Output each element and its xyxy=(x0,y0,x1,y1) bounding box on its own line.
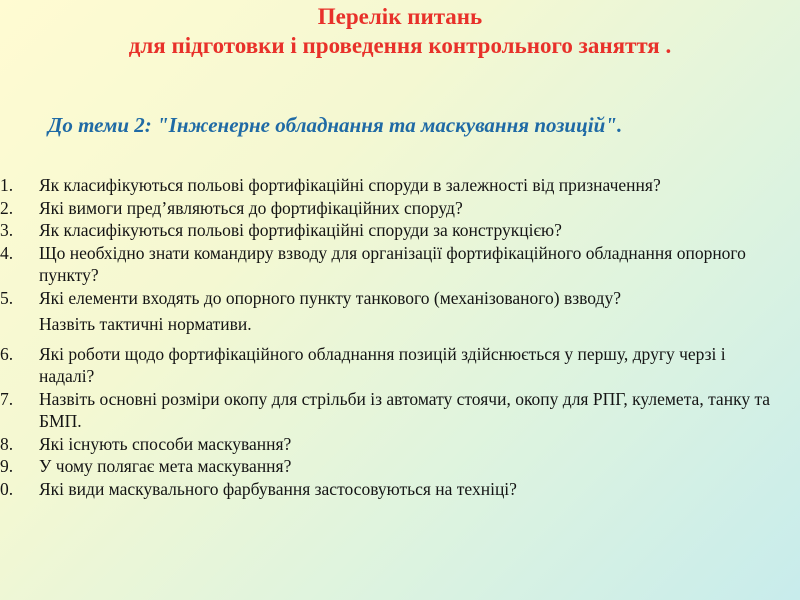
question-text: Що необхідно знати командиру взводу для організації фортифікаційного обладнання опорного пункту? xyxy=(39,242,746,285)
question-number: 8. xyxy=(0,433,14,454)
title-line-1: Перелік питань xyxy=(317,4,483,29)
question-item xyxy=(0,174,800,197)
question-item xyxy=(0,433,800,456)
question-item xyxy=(0,343,800,388)
question-list xyxy=(0,174,800,500)
question-number: 9. xyxy=(0,456,14,476)
page-title xyxy=(0,2,800,60)
question-number: 6. xyxy=(0,343,14,364)
question-number: 2. xyxy=(0,197,14,218)
question-number: 5. xyxy=(0,287,14,308)
question-item xyxy=(0,219,800,242)
question-item xyxy=(0,287,800,336)
title-line-2: для підготовки і проведення контрольного заняття . xyxy=(128,33,672,58)
question-item xyxy=(0,478,800,501)
question-item xyxy=(0,197,800,220)
question-text: Які роботи щодо фортифікаційного обладнання позицій здійснюється у першу, другу черзі і надалі? xyxy=(39,343,726,386)
question-text: Які вимоги пред’являються до фортифікаційних споруд? xyxy=(39,197,463,218)
question-item xyxy=(0,242,800,287)
question-text: Які існують способи маскування? xyxy=(39,433,292,454)
question-number: 0. xyxy=(0,478,14,499)
topic-subtitle: До теми 2: "Інженерне обладнання та маскування позицій". xyxy=(48,113,623,137)
question-number: 1. xyxy=(0,175,14,195)
question-item xyxy=(0,388,800,433)
question-item xyxy=(0,455,800,478)
question-text: Які елементи входять до опорного пункту танкового (механізованого) взводу? xyxy=(39,287,621,308)
question-number: 3. xyxy=(0,220,14,240)
question-text: Як класифікуються польові фортифікаційні споруди за конструкцією? xyxy=(39,220,562,240)
question-text: У чому полягає мета маскування? xyxy=(39,456,292,476)
question-number: 7. xyxy=(0,388,14,409)
question-number: 4. xyxy=(0,242,14,263)
question-text-continuation: Назвіть тактичні нормативи. xyxy=(39,314,252,334)
question-text: Які види маскувального фарбування застосовуються на техніці? xyxy=(39,478,517,499)
question-text: Назвіть основні розміри окопу для стрільби із автомату стоячи, окопу для РПГ, кулемета, танку та БМП. xyxy=(39,388,771,431)
question-text: Як класифікуються польові фортифікаційні споруди в залежності від призначення? xyxy=(39,175,661,195)
